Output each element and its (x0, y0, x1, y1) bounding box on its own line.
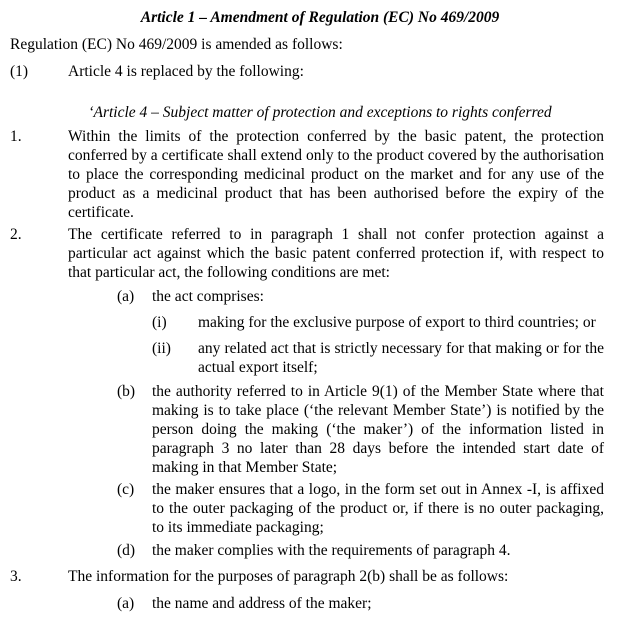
paragraph-1-number: 1. (10, 128, 22, 145)
point-2a-i-text: making for the exclusive purpose of export to third countries; or (198, 314, 596, 331)
point-2b-label: (b) (117, 383, 136, 400)
point-2a-ii-text: any related act that is strictly necessary for that making or for the actual export itself; (198, 340, 604, 376)
point-3a-label: (a) (117, 595, 135, 612)
point-2c-label: (c) (117, 481, 135, 498)
point-3a-text: the name and address of the maker; (152, 595, 372, 612)
point-2b-text: the authority referred to in Article 9(1) of the Member State where that making is to take place (‘the relevant Member State’) is notified by the person doing the making (‘the maker’) of the information listed in paragraph 3 no later than 28 days before the intended start date of making in that Member State; (152, 383, 604, 476)
point-2a-label: (a) (117, 288, 135, 305)
intro-text: Regulation (EC) No 469/2009 is amended as follows: (10, 36, 343, 53)
point-2a-text: the act comprises: (152, 288, 264, 305)
paragraph-2-text: The certificate referred to in paragraph 1 shall not confer protection against a particular act against which the basic patent conferred protection if, with respect to that particular act, the following conditions are met: (68, 226, 604, 281)
article-4-heading: ‘Article 4 – Subject matter of protection and exceptions to rights conferred (88, 104, 552, 121)
article-title: Article 1 – Amendment of Regulation (EC) No 469/2009 (140, 9, 500, 26)
paragraph-2-number: 2. (10, 226, 22, 243)
point-2d-text: the maker complies with the requirements of paragraph 4. (152, 542, 511, 559)
paragraph-1-text: Within the limits of the protection conferred by the basic patent, the protection conferred by a certificate shall extend only to the product covered by the authorisation to place the corresponding medicinal product on the market and for any use of the product as a medicinal product that has been authorised before the expiry of the certificate. (68, 128, 604, 221)
point-2a-i-label: (i) (152, 314, 167, 331)
amendment-number: (1) (10, 63, 29, 80)
point-2d-label: (d) (117, 542, 136, 559)
paragraph-3-text: The information for the purposes of paragraph 2(b) shall be as follows: (68, 568, 509, 585)
amendment-text: Article 4 is replaced by the following: (68, 63, 304, 80)
point-2a-ii-label: (ii) (152, 340, 171, 357)
paragraph-3-number: 3. (10, 568, 22, 585)
point-2c-text: the maker ensures that a logo, in the form set out in Annex -I, is affixed to the outer packaging of the product or, if there is no outer packaging, to its immediate packaging; (152, 481, 604, 536)
